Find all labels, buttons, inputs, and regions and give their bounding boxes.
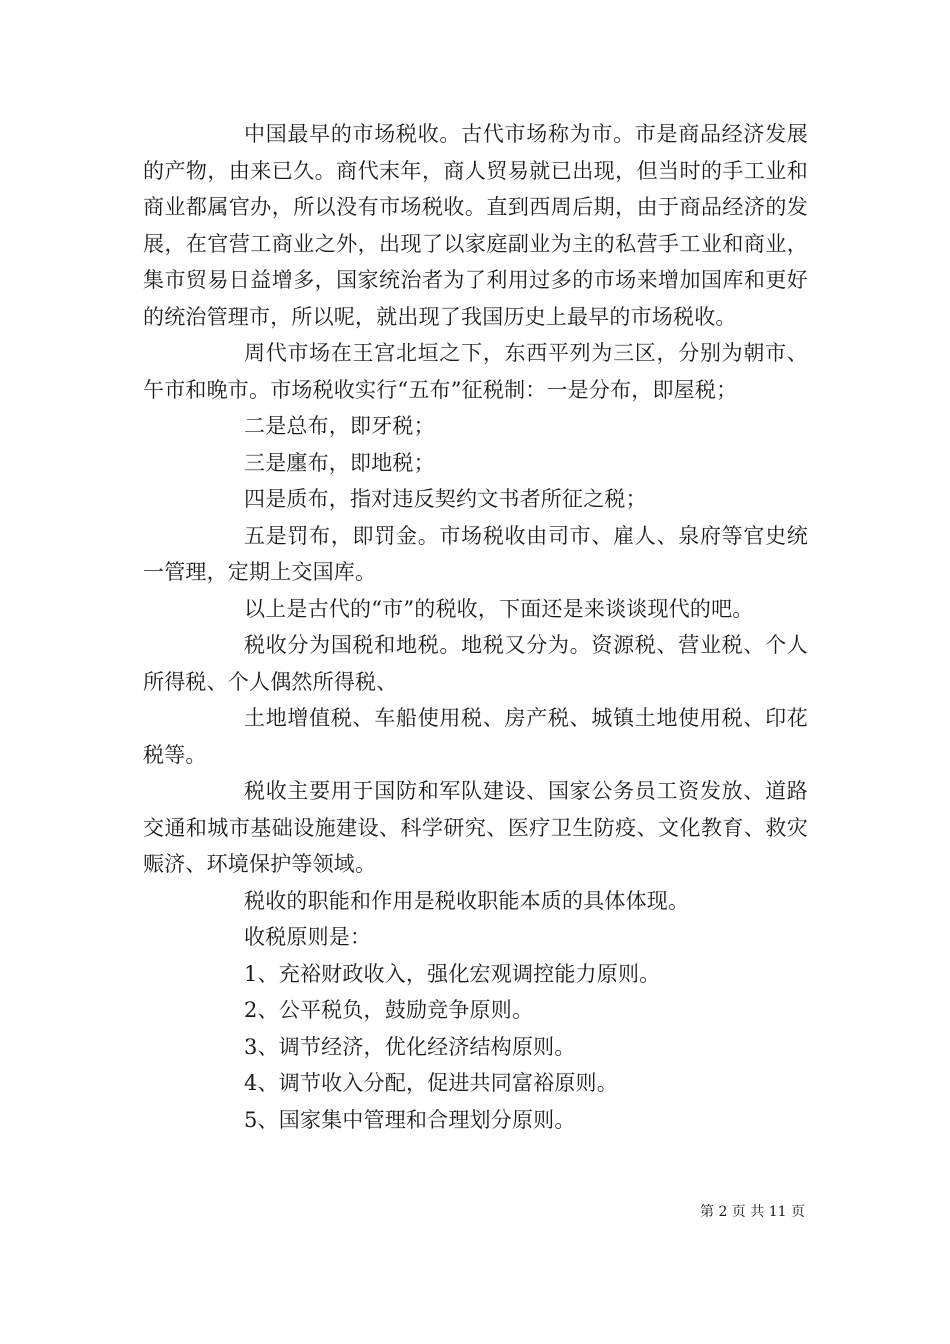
paragraph-tax-types-cont: 土地增值税、车船使用税、房产税、城镇土地使用税、印花税等。 <box>143 706 808 767</box>
paragraph-tax-usage: 税收主要用于国防和军队建设、国家公务员工资发放、道路交通和城市基础设施建设、科学研究、医疗卫生防疫、文化教育、救灾赈济、环境保护等领域。 <box>143 779 808 876</box>
principle-item: 4、调节收入分配，促进共同富裕原则。 <box>244 1071 618 1095</box>
principle-item: 1、充裕财政收入，强化宏观调控能力原则。 <box>244 961 661 986</box>
paragraph-market-tax-origin: 中国最早的市场税收。古代市场称为市。市是商品经济发展的产物，由来已久。商代末年，商人贸易就已出现，但当时的手工业和商业都属官办，所以没有市场税收。直到西周后期，由于商品经济的发展，在官营工商业之外，出现了以家庭副业为主的私营手工业和商业，集市贸易日益增多，国家统治者为了利用过多的市场来增加国库和更好的统治管理市，所以呢，就出现了我国历史上最早的市场税收。 <box>143 122 808 329</box>
paragraph-transition: 以上是古代的“市”的税收，下面还是来谈谈现代的吧。 <box>244 596 754 621</box>
principle-item: 3、调节经济，优化经济结构原则。 <box>244 1034 576 1059</box>
document-body <box>143 116 808 1138</box>
paragraph-zongbu: 二是总布，即牙税； <box>244 414 435 438</box>
page-number-footer: 第 2 页 共 11 页 <box>700 1204 805 1220</box>
paragraph-zhou-market: 周代市场在王宫北垣之下，东西平列为三区，分别为朝市、午市和晚市。市场税收实行“五布”征税制：一是分布，即屋税； <box>143 341 808 402</box>
paragraph-zhibu: 四是质布，指对违反契约文书者所征之税； <box>244 487 647 511</box>
paragraph-tax-types: 税收分为国税和地税。地税又分为。资源税、营业税、个人所得税、个人偶然所得税、 <box>143 633 808 694</box>
principle-item: 5、国家集中管理和合理划分原则。 <box>244 1107 576 1132</box>
paragraph-tax-function: 税收的职能和作用是税收职能本质的具体体现。 <box>244 888 690 913</box>
paragraph-fabu: 五是罚布，即罚金。市场税收由司市、雇人、泉府等官史统一管理，定期上交国库。 <box>143 523 808 584</box>
principle-item: 2、公平税负，鼓励竞争原则。 <box>244 998 534 1022</box>
paragraph-chanbu: 三是廛布，即地税； <box>244 450 435 475</box>
paragraph-principles-heading: 收税原则是： <box>244 925 372 949</box>
